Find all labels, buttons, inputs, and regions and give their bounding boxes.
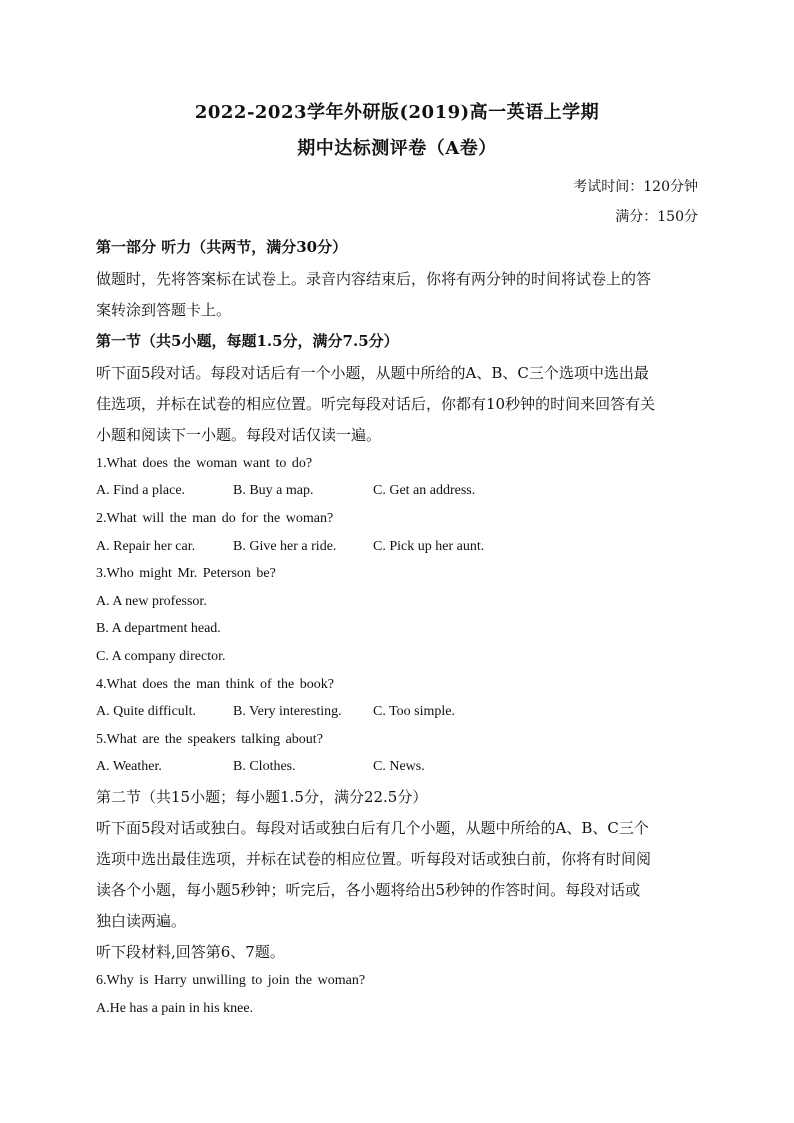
section1-heading: 第一节（共5小题，每题1.5分，满分7.5分） xyxy=(96,332,399,350)
question-stem: 4.What does the man think of the book? xyxy=(96,677,334,692)
exam-time: 考试时间：120分钟 xyxy=(573,179,698,195)
exam-title-line2: 期中达标测评卷（A卷） xyxy=(297,138,497,159)
option-a: A. Repair her car. xyxy=(96,539,196,554)
part1-instruction-line: 案转涂到答题卡上。 xyxy=(96,301,232,319)
section2-instruction-line: 读各个小题，每小题5秒钟；听完后，各小题将给出5秒钟的作答时间。每段对话或 xyxy=(96,881,641,899)
option-b: B. Give her a ride. xyxy=(233,539,337,554)
question-stem: 5.What are the speakers talking about? xyxy=(96,732,323,747)
option-c: C. Get an address. xyxy=(373,483,476,498)
part1-heading: 第一部分 听力（共两节，满分30分） xyxy=(96,238,348,256)
question-stem: 2.What will the man do for the woman? xyxy=(96,511,334,526)
section1-instruction-line: 小题和阅读下一小题。每段对话仅读一遍。 xyxy=(96,426,382,444)
question-stem: 1.What does the woman want to do? xyxy=(96,456,313,471)
option-b: B. Clothes. xyxy=(233,759,296,774)
option-a: A. A new professor. xyxy=(96,594,207,609)
section2-heading: 第二节（共15小题；每小题1.5分，满分22.5分） xyxy=(96,788,428,806)
section2-instruction-line: 听下面5段对话或独白。每段对话或独白后有几个小题，从题中所给的A、B、C三个 xyxy=(96,819,649,837)
section1-instruction-line: 佳选项，并标在试卷的相应位置。听完每段对话后，你都有10秒钟的时间来回答有关 xyxy=(96,395,656,413)
material-intro: 听下段材料,回答第6、7题。 xyxy=(96,943,285,961)
option-a: A. Quite difficult. xyxy=(96,704,197,719)
section1-instruction-line: 听下面5段对话。每段对话后有一个小题，从题中所给的A、B、C三个选项中选出最 xyxy=(96,364,649,382)
option-c: C. News. xyxy=(373,759,425,774)
section2-instruction-line: 独白读两遍。 xyxy=(96,912,187,930)
full-score: 满分：150分 xyxy=(615,209,698,225)
option-a: A. Weather. xyxy=(96,759,162,774)
option-c: C. Too simple. xyxy=(373,704,455,719)
exam-title-line1: 2022-2023学年外研版(2019)高一英语上学期 xyxy=(194,102,600,123)
option-b: B. Buy a map. xyxy=(233,483,314,498)
option-c: C. Pick up her aunt. xyxy=(373,539,485,554)
option-a: A.He has a pain in his knee. xyxy=(96,1001,254,1016)
question-stem: 6.Why is Harry unwilling to join the woman? xyxy=(96,973,366,988)
option-c: C. A company director. xyxy=(96,649,226,664)
section2-instruction-line: 选项中选出最佳选项，并标在试卷的相应位置。听每段对话或独白前，你将有时间阅 xyxy=(96,850,652,868)
option-b: B. Very interesting. xyxy=(233,704,342,719)
question-stem: 3.Who might Mr. Peterson be? xyxy=(96,566,276,581)
part1-instruction-line: 做题时，先将答案标在试卷上。录音内容结束后，你将有两分钟的时间将试卷上的答 xyxy=(96,270,652,288)
option-b: B. A department head. xyxy=(96,621,221,636)
option-a: A. Find a place. xyxy=(96,483,186,498)
